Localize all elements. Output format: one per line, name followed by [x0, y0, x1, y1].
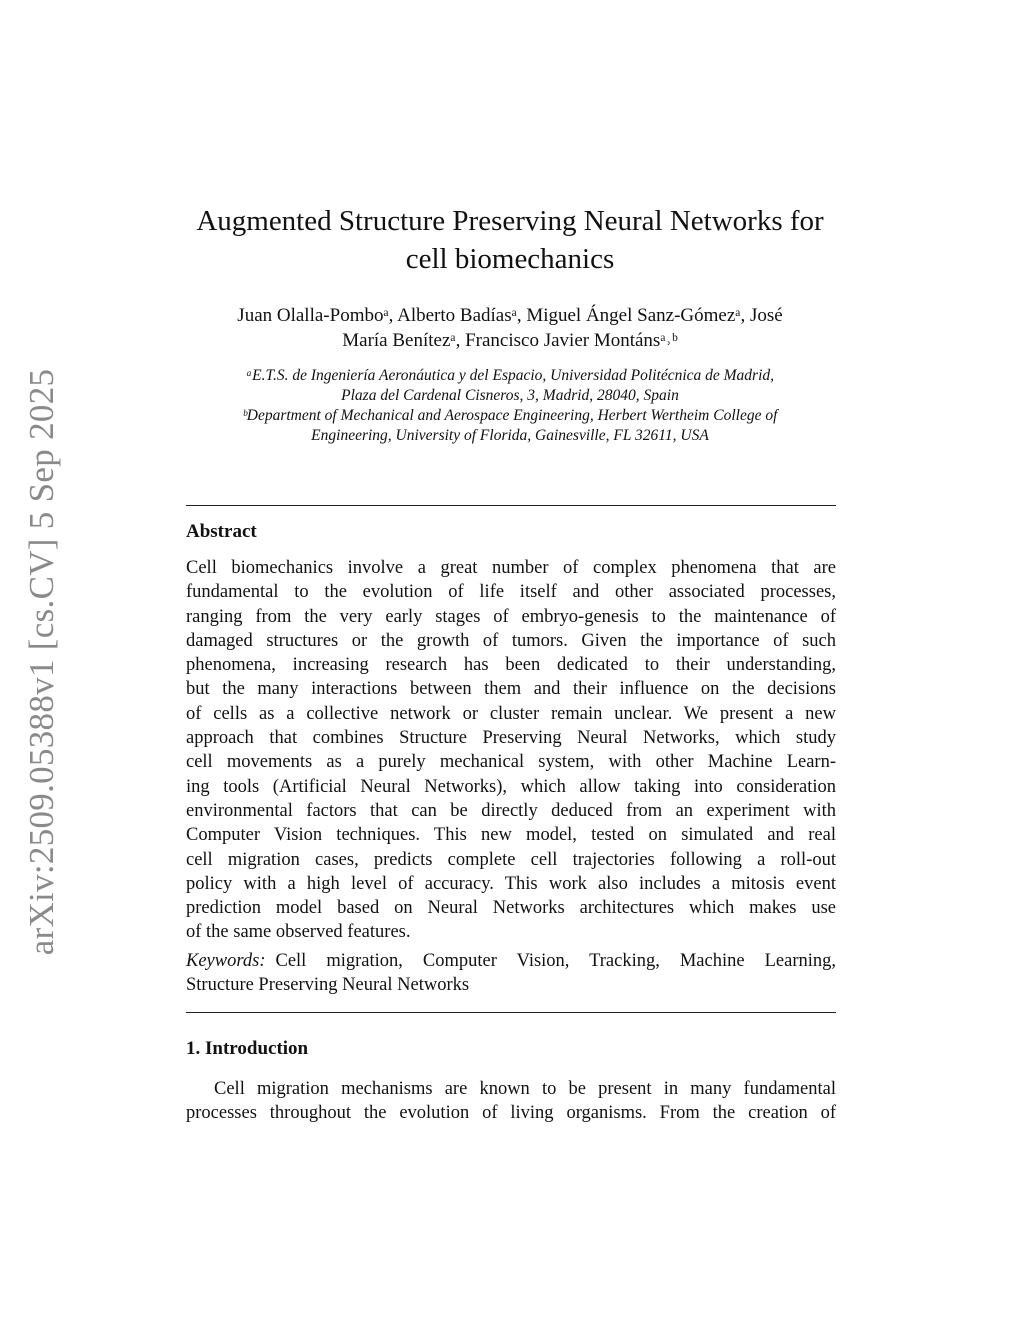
- keywords-line: Structure Preserving Neural Networks: [186, 975, 470, 996]
- abstract-line: ing tools (Artificial Neural Networks), which allow taking into consideration: [186, 776, 836, 797]
- affiliation-line: Engineering, University of Florida, Gainesville, FL 32611, USA: [311, 427, 709, 444]
- author-line: Juan Olalla-Pomboᵃ, Alberto Badíasᵃ, Miguel Ángel Sanz-Gómezᵃ, José: [237, 305, 783, 326]
- affiliation-line: ᵃE.T.S. de Ingeniería Aeronáutica y del Espacio, Universidad Politécnica de Madrid,: [245, 367, 775, 384]
- introduction-line: Cell migration mechanisms are known to be present in many fundamental: [214, 1079, 836, 1099]
- abstract-bottom-rule: [186, 1012, 836, 1013]
- abstract-heading: Abstract: [186, 521, 257, 542]
- abstract-line: of the same observed features.: [186, 922, 411, 943]
- abstract-line: Computer Vision techniques. This new model, tested on simulated and real: [186, 825, 836, 846]
- introduction-heading: 1. Introduction: [186, 1038, 309, 1059]
- author-list: [160, 303, 860, 353]
- abstract-body: [186, 556, 836, 945]
- paper-title: [160, 202, 860, 278]
- abstract-line: approach that combines Structure Preserving Neural Networks, which study: [186, 728, 836, 749]
- keywords-list: Cell migration, Computer Vision, Tracking, Machine Learning,: [275, 951, 836, 971]
- abstract-line: environmental factors that can be directly deduced from an experiment with: [186, 800, 836, 821]
- abstract-line: of cells as a collective network or cluster remain unclear. We present a new: [186, 703, 836, 724]
- abstract-line: phenomena, increasing research has been dedicated to their understanding,: [186, 655, 836, 676]
- keywords: [186, 949, 836, 998]
- title-line: Augmented Structure Preserving Neural Networks for: [196, 205, 824, 237]
- affiliations: [150, 366, 870, 446]
- abstract-line: damaged structures or the growth of tumors. Given the importance of such: [186, 630, 836, 651]
- affiliation-line: ᵇDepartment of Mechanical and Aerospace Engineering, Herbert Wertheim College of: [242, 407, 778, 424]
- abstract-line: Cell biomechanics involve a great number of complex phenomena that are: [186, 558, 836, 578]
- abstract-line: prediction model based on Neural Networks architectures which makes use: [186, 898, 836, 919]
- abstract-line: ranging from the very early stages of embryo-genesis to the maintenance of: [186, 606, 836, 627]
- arxiv-identifier: arXiv:2509.05388v1 [cs.CV] 5 Sep 2025: [22, 368, 61, 956]
- keywords-line: [186, 949, 836, 973]
- abstract-line: cell movements as a purely mechanical system, with other Machine Learn-: [186, 752, 836, 773]
- abstract-line: fundamental to the evolution of life itself and other associated processes,: [186, 582, 836, 603]
- abstract-line: but the many interactions between them and their influence on the decisions: [186, 679, 836, 700]
- introduction-line: processes throughout the evolution of living organisms. From the creation of: [186, 1103, 836, 1124]
- introduction-body: [186, 1077, 836, 1126]
- title-line: cell biomechanics: [405, 243, 615, 275]
- author-line: María Benítezᵃ, Francisco Javier Montánsᵃ˒ᵇ: [342, 330, 678, 351]
- abstract-top-rule: [186, 505, 836, 506]
- affiliation-line: Plaza del Cardenal Cisneros, 3, Madrid, 28040, Spain: [341, 387, 679, 404]
- abstract-line: cell migration cases, predicts complete cell trajectories following a roll-out: [186, 849, 836, 870]
- keywords-label: Keywords:: [186, 951, 266, 971]
- abstract-line: policy with a high level of accuracy. This work also includes a mitosis event: [186, 873, 836, 894]
